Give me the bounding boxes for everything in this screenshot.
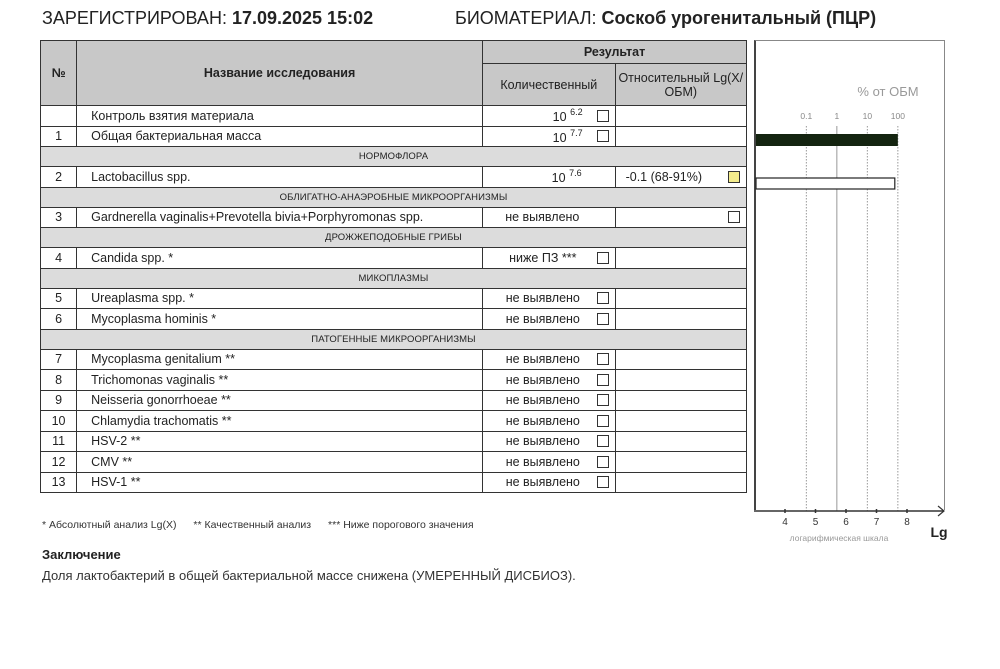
quantitative-cell — [483, 431, 616, 452]
row-number: 9 — [41, 390, 77, 411]
test-name: Candida spp. * — [77, 248, 483, 269]
footnote-qualitative: ** Качественный анализ — [193, 519, 312, 531]
section-row — [41, 268, 747, 288]
quantitative-cell — [483, 207, 616, 228]
status-checkbox-icon — [597, 110, 609, 122]
relative-cell — [615, 248, 746, 269]
quantitative-value: не выявлено — [505, 352, 580, 367]
status-checkbox-icon — [597, 456, 609, 468]
header-number: № — [41, 41, 77, 106]
header-relative: Относительный Lg(X/ОБМ) — [615, 64, 746, 106]
relative-cell — [615, 452, 746, 473]
quantitative-cell — [483, 248, 616, 269]
quantitative-cell — [483, 126, 616, 147]
status-checkbox-icon — [597, 415, 609, 427]
section-row — [41, 228, 747, 248]
relative-cell — [615, 126, 746, 147]
footnotes — [42, 519, 488, 531]
quantitative-value: ниже ПЗ *** — [509, 250, 577, 265]
relative-cell — [615, 472, 746, 493]
table-row — [41, 167, 747, 188]
quantitative-cell — [483, 411, 616, 432]
x-axis-sublabel: логарифмическая шкала — [789, 533, 889, 543]
table-row — [41, 248, 747, 269]
quantitative-value: не выявлено — [505, 311, 580, 326]
test-name: Mycoplasma hominis * — [77, 309, 483, 330]
warning-flag-icon — [728, 171, 740, 183]
quantitative-cell — [483, 472, 616, 493]
quantitative-value — [483, 107, 597, 124]
table-row — [41, 288, 747, 309]
quantitative-value: не выявлено — [505, 372, 580, 387]
quantitative-value: не выявлено — [505, 454, 580, 469]
x-tick-label: 8 — [904, 517, 910, 528]
test-name: HSV-2 ** — [77, 431, 483, 452]
biomaterial-info — [455, 8, 876, 29]
quantitative-cell — [483, 370, 616, 391]
registered-value: 17.09.2025 15:02 — [231, 8, 374, 28]
test-name: CMV ** — [77, 452, 483, 473]
table-row — [41, 106, 747, 127]
table-row — [41, 126, 747, 147]
row-number — [41, 106, 77, 127]
x-axis-label: Lg — [930, 524, 948, 540]
test-name: Общая бактериальная масса — [77, 126, 483, 147]
row-number: 3 — [41, 207, 77, 228]
status-checkbox-icon — [728, 211, 740, 223]
relative-cell — [615, 411, 746, 432]
test-name: Контроль взятия материала — [77, 106, 483, 127]
table-row — [41, 207, 747, 228]
x-tick-label: 6 — [843, 517, 849, 528]
table-row — [41, 370, 747, 391]
results-body — [41, 106, 747, 493]
row-number: 6 — [41, 309, 77, 330]
section-title: ПАТОГЕННЫЕ МИКРООРГАНИЗМЫ — [41, 329, 747, 349]
status-checkbox-icon — [597, 292, 609, 304]
row-number: 4 — [41, 248, 77, 269]
quantitative-base: 10 — [552, 130, 567, 145]
percent-tick-label: 1 — [834, 111, 840, 121]
status-checkbox-icon — [597, 353, 609, 365]
quantitative-value — [483, 168, 596, 185]
table-row — [41, 349, 747, 370]
test-name: Lactobacillus spp. — [77, 167, 483, 188]
conclusion-text: Доля лактобактерий в общей бактериальной массе снижена (УМЕРЕННЫЙ ДИСБИОЗ). — [42, 568, 576, 583]
status-checkbox-icon — [597, 476, 609, 488]
quantitative-cell — [483, 288, 616, 309]
registration-info — [42, 8, 373, 29]
relative-cell — [615, 167, 746, 188]
results-table — [40, 40, 747, 493]
header-result: Результат — [483, 41, 747, 64]
percent-tick-label: 0.1 — [800, 111, 813, 121]
x-tick-label: 4 — [782, 517, 788, 528]
quantitative-cell — [483, 390, 616, 411]
row-number: 1 — [41, 126, 77, 147]
section-row — [41, 147, 747, 167]
relative-cell — [615, 431, 746, 452]
quantitative-exponent: 7.6 — [569, 168, 582, 179]
quantitative-value: не выявлено — [505, 393, 580, 408]
table-row — [41, 431, 747, 452]
relative-value: -0.1 (68-91%) — [625, 169, 703, 184]
status-checkbox-icon — [597, 374, 609, 386]
table-row — [41, 390, 747, 411]
table-row — [41, 452, 747, 473]
section-title: МИКОПЛАЗМЫ — [41, 268, 747, 288]
row-number: 11 — [41, 431, 77, 452]
test-name: Gardnerella vaginalis+Prevotella bivia+Porphyromonas spp. — [77, 207, 483, 228]
bar-total-bacterial-mass — [756, 134, 898, 146]
quantitative-exponent: 6.2 — [570, 107, 583, 118]
chart-title: % от ОБМ — [857, 84, 919, 99]
table-row — [41, 309, 747, 330]
quantitative-cell — [483, 452, 616, 473]
row-number: 12 — [41, 452, 77, 473]
test-name: Mycoplasma genitalium ** — [77, 349, 483, 370]
table-row — [41, 411, 747, 432]
x-tick-label: 5 — [812, 517, 819, 528]
x-tick-label: 7 — [873, 517, 880, 528]
status-checkbox-icon — [597, 394, 609, 406]
relative-cell — [615, 288, 746, 309]
row-number: 7 — [41, 349, 77, 370]
relative-cell — [615, 207, 746, 228]
quantitative-cell — [483, 349, 616, 370]
section-title: НОРМОФЛОРА — [41, 147, 747, 167]
quantitative-value: не выявлено — [505, 434, 580, 449]
percent-tick-label: 100 — [890, 111, 905, 121]
relative-cell — [615, 390, 746, 411]
status-checkbox-icon — [597, 130, 609, 142]
quantitative-base: 10 — [551, 171, 566, 186]
section-row — [41, 187, 747, 207]
footnote-absolute: * Абсолютный анализ Lg(X) — [42, 519, 177, 531]
quantitative-value: не выявлено — [505, 413, 580, 428]
quantitative-cell — [483, 309, 616, 330]
test-name: Trichomonas vaginalis ** — [77, 370, 483, 391]
row-number: 5 — [41, 288, 77, 309]
relative-cell — [615, 309, 746, 330]
registered-label: ЗАРЕГИСТРИРОВАН: — [42, 8, 227, 28]
test-name: HSV-1 ** — [77, 472, 483, 493]
row-number: 8 — [41, 370, 77, 391]
percent-tick-label: 10 — [862, 111, 873, 121]
quantitative-cell — [483, 106, 616, 127]
status-checkbox-icon — [597, 313, 609, 325]
relative-cell — [615, 349, 746, 370]
quantitative-value — [483, 128, 597, 145]
status-checkbox-icon — [597, 252, 609, 264]
row-number: 2 — [41, 167, 77, 188]
header-quantitative: Количественный — [483, 64, 616, 106]
section-title: ОБЛИГАТНО-АНАЭРОБНЫЕ МИКРООРГАНИЗМЫ — [41, 187, 747, 207]
row-number: 13 — [41, 472, 77, 493]
bar-lactobacillus — [756, 178, 895, 189]
conclusion-title: Заключение — [42, 547, 121, 562]
section-row — [41, 329, 747, 349]
quantitative-value: не выявлено — [505, 210, 580, 225]
biomaterial-value: Соскоб урогенитальный (ПЦР) — [601, 8, 877, 28]
quantitative-value: не выявлено — [505, 291, 580, 306]
table-row — [41, 472, 747, 493]
quantitative-exponent: 7.7 — [570, 127, 583, 138]
relative-cell — [615, 370, 746, 391]
row-number: 10 — [41, 411, 77, 432]
test-name: Chlamydia trachomatis ** — [77, 411, 483, 432]
footnote-threshold: *** Ниже порогового значения — [328, 519, 474, 531]
lg-chart — [740, 40, 1000, 560]
quantitative-base: 10 — [552, 110, 567, 125]
test-name: Neisseria gonorrhoeae ** — [77, 390, 483, 411]
quantitative-cell — [483, 167, 616, 188]
header-test-name: Название исследования — [77, 41, 483, 106]
biomaterial-label: БИОМАТЕРИАЛ: — [455, 8, 597, 28]
quantitative-value: не выявлено — [505, 475, 580, 490]
status-checkbox-icon — [597, 435, 609, 447]
section-title: ДРОЖЖЕПОДОБНЫЕ ГРИБЫ — [41, 228, 747, 248]
test-name: Ureaplasma spp. * — [77, 288, 483, 309]
relative-cell — [615, 106, 746, 127]
